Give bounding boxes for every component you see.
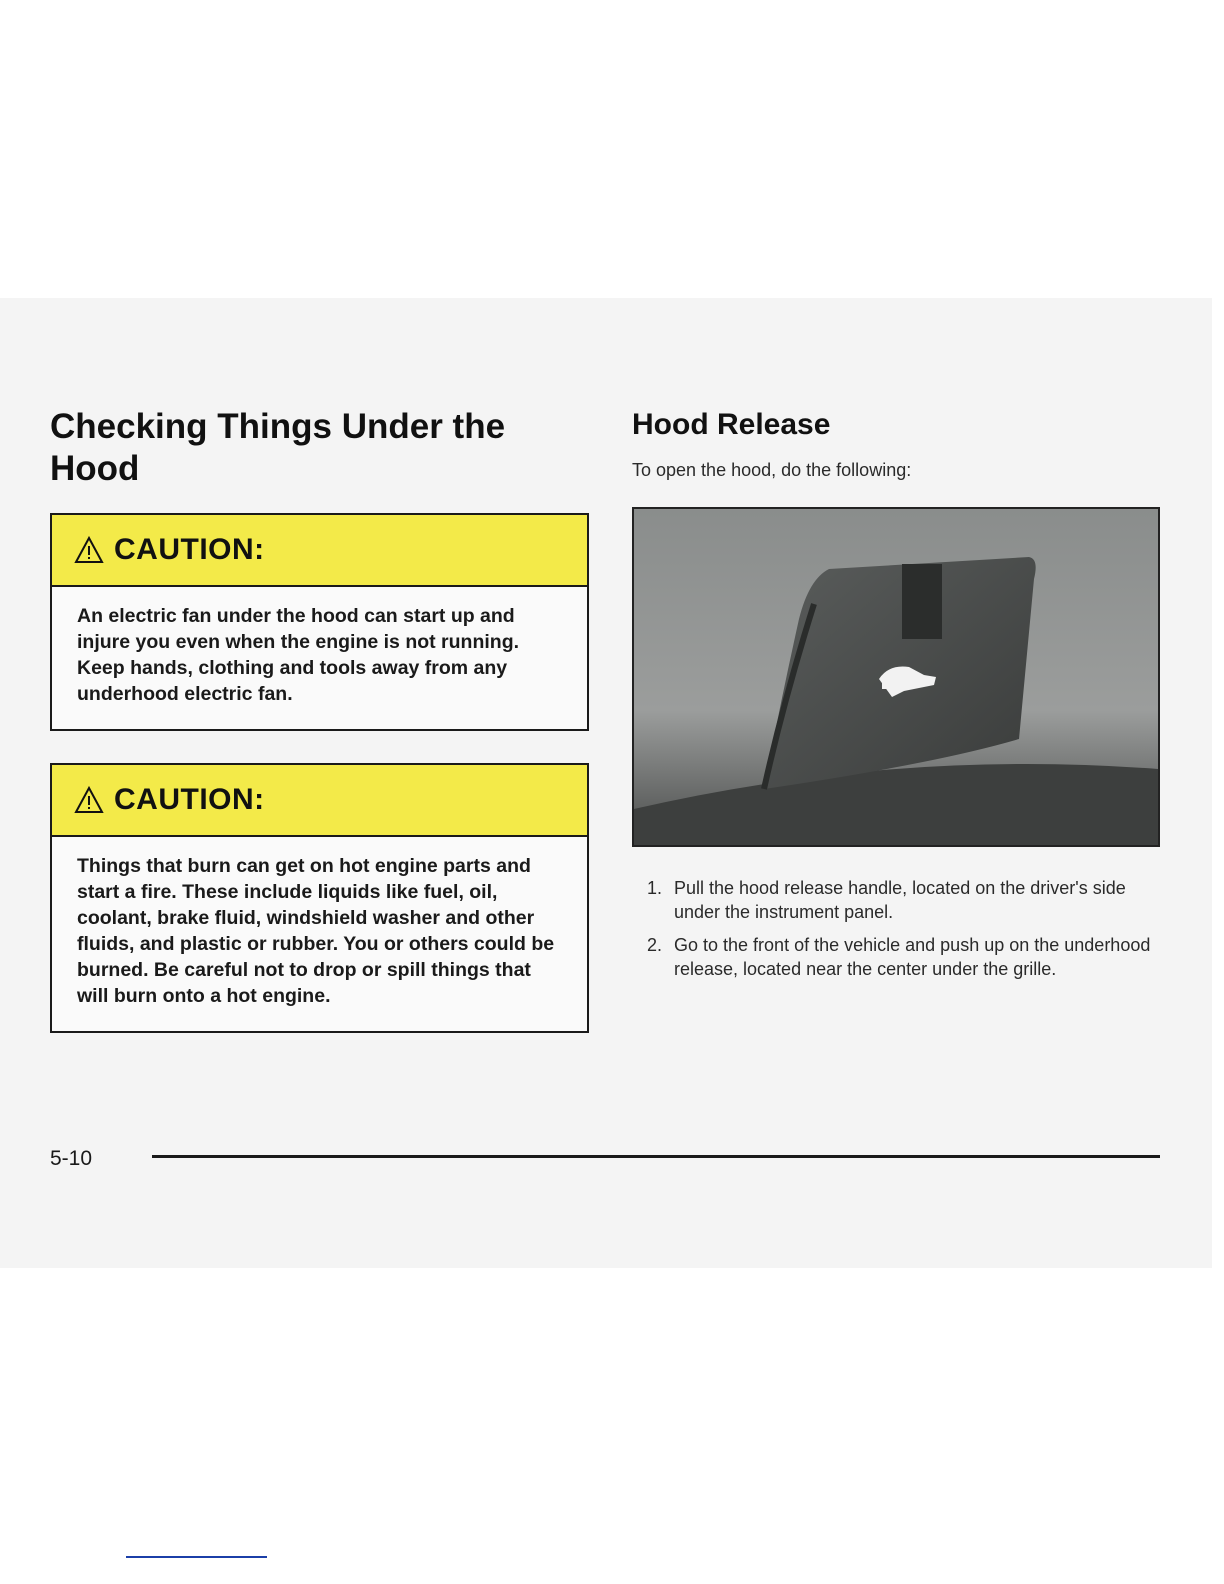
section-title-hood-release: Hood Release <box>632 408 831 441</box>
caution-text: Things that burn can get on hot engine parts and start a fire. These include liquids like fuel, oil, coolant, brake fluid, windshield washer and other fluids, and plastic or rubber. You or others could be burned. Be careful not to drop or spill things that will burn onto a hot engine. <box>77 855 555 1007</box>
page-number: 5-10 <box>50 1147 93 1170</box>
list-item <box>632 876 1152 924</box>
caution-heading: CAUTION: <box>114 783 265 816</box>
hood-release-illustration <box>634 509 1158 845</box>
hood-release-steps <box>632 876 1152 990</box>
list-item <box>632 933 1152 981</box>
link-underline[interactable] <box>126 1556 267 1558</box>
section-title-checking-under-hood: Checking Things Under the Hood <box>50 407 506 488</box>
intro-text: To open the hood, do the following: <box>632 460 912 480</box>
caution-box-electric-fan <box>50 513 589 731</box>
warning-triangle-icon <box>74 786 104 814</box>
caution-box-fire <box>50 763 589 1033</box>
hood-release-handle-photo <box>632 507 1160 847</box>
step-number: 2. <box>646 935 662 955</box>
footer-divider <box>152 1155 1160 1158</box>
caution-header <box>52 765 587 837</box>
step-number: 1. <box>646 878 662 898</box>
caution-text: An electric fan under the hood can start up and injure you even when the engine is not running. Keep hands, clothing and tools away from any underhood electric fan. <box>77 605 520 705</box>
caution-heading: CAUTION: <box>114 533 265 566</box>
warning-triangle-icon <box>74 536 104 564</box>
caution-header <box>52 515 587 587</box>
step-text: Go to the front of the vehicle and push up on the underhood release, located near the center under the grille. <box>674 935 1151 979</box>
step-text: Pull the hood release handle, located on the driver's side under the instrument panel. <box>674 878 1126 922</box>
